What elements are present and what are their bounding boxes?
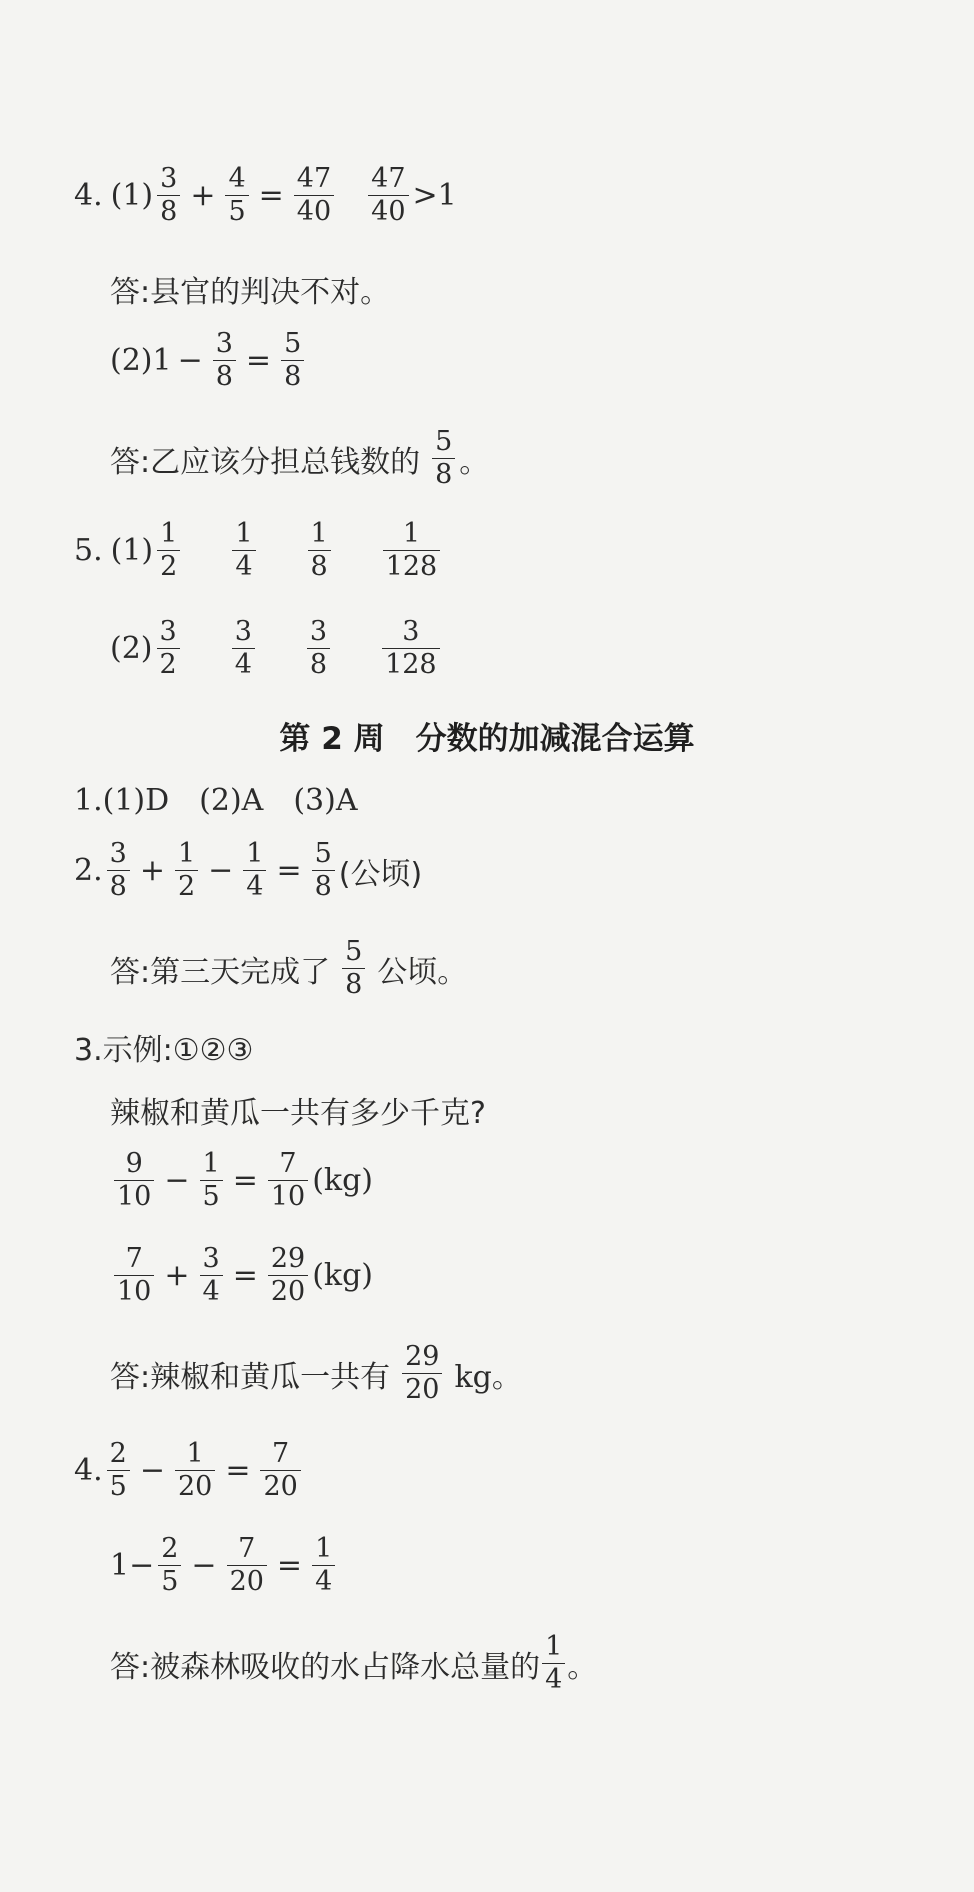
- fraction: $\frac{5}{8}$: [312, 840, 335, 902]
- fraction: $\frac{1}{8}$: [308, 520, 331, 582]
- fraction: $\frac{3}{4}$: [232, 618, 255, 680]
- question-number: 4.: [74, 1453, 103, 1489]
- operator: =: [232, 1258, 258, 1294]
- operator: =: [232, 1163, 258, 1199]
- q4-part2-equation: [110, 330, 308, 392]
- fraction: $\frac{2}{5}$: [158, 1535, 181, 1597]
- q5-part1: [74, 520, 444, 582]
- fraction: $\frac{1}{5}$: [200, 1150, 223, 1212]
- comparison: >1: [412, 178, 457, 214]
- w2-q1: 1.(1)D (2)A (3)A: [74, 783, 358, 818]
- fraction: $\frac{3}{8}$: [213, 330, 236, 392]
- w2-q4-equation1: [74, 1440, 305, 1502]
- question-number: 4.: [74, 178, 103, 214]
- operator: +: [139, 853, 165, 889]
- q4-answer1: 答:县官的判决不对。: [110, 275, 391, 310]
- section-heading: 第 2 周 分数的加减混合运算: [279, 721, 695, 757]
- operator: +: [190, 178, 216, 214]
- fraction: $\frac{7}{10}$: [114, 1245, 154, 1307]
- w2-q2-equation: [74, 840, 422, 902]
- fraction: $\frac{1}{20}$: [175, 1440, 215, 1502]
- question-number: 5.: [74, 533, 103, 569]
- fraction: $\frac{47}{40}$: [368, 165, 408, 227]
- fraction: $\frac{3}{8}$: [157, 165, 180, 227]
- fraction: $\frac{29}{20}$: [402, 1343, 442, 1405]
- fraction: $\frac{9}{10}$: [114, 1150, 154, 1212]
- operator: =: [276, 853, 302, 889]
- operator: =: [245, 343, 272, 379]
- w2-q3-answer: 答:辣椒和黄瓜一共有 $\frac{29}{20}$ kg。: [110, 1341, 522, 1406]
- operator: −: [177, 343, 203, 379]
- fraction: $\frac{7}{20}$: [227, 1535, 267, 1597]
- operator: =: [276, 1548, 303, 1584]
- operator: −: [139, 1453, 165, 1489]
- fraction: $\frac{2}{5}$: [107, 1440, 130, 1502]
- fraction: $\frac{3}{2}$: [157, 618, 180, 680]
- part-label: (2): [110, 631, 153, 667]
- unit: (kg): [312, 1163, 373, 1199]
- operator: −: [191, 1548, 217, 1584]
- operator: −: [208, 853, 234, 889]
- fraction: $\frac{5}{8}$: [281, 330, 304, 392]
- q4-answer2: 答:乙应该分担总钱数的 $\frac{5}{8}$ 。: [110, 426, 490, 491]
- fraction: $\frac{5}{8}$: [342, 938, 365, 1000]
- w2-q4-answer: 答:被森林吸收的水占降水总量的 $\frac{1}{4}$ 。: [110, 1631, 598, 1696]
- w2-q3-label: 3.示例:①②③: [74, 1033, 254, 1068]
- fraction: $\frac{5}{8}$: [432, 428, 455, 490]
- fraction: $\frac{1}{4}$: [243, 840, 266, 902]
- part-label: (1): [110, 178, 154, 214]
- part-label: (1): [110, 533, 154, 569]
- fraction: $\frac{1}{4}$: [542, 1633, 565, 1695]
- w2-q2-answer: 答:第三天完成了 $\frac{5}{8}$ 公顷。: [110, 936, 468, 1001]
- fraction: $\frac{4}{5}$: [225, 165, 248, 227]
- fraction: $\frac{29}{20}$: [268, 1245, 308, 1307]
- part-label: (2)1: [110, 343, 172, 379]
- fraction: $\frac{47}{40}$: [294, 165, 334, 227]
- w2-q3-equation2: [110, 1245, 373, 1307]
- fraction: $\frac{1}{2}$: [175, 840, 198, 902]
- question-number: 2.: [74, 853, 103, 889]
- fraction: $\frac{3}{128}$: [382, 618, 440, 680]
- fraction: $\frac{3}{8}$: [107, 840, 130, 902]
- w2-q4-equation2: [110, 1535, 339, 1597]
- fraction: $\frac{1}{2}$: [157, 520, 180, 582]
- operator: =: [258, 178, 284, 214]
- operator: −: [164, 1163, 190, 1199]
- operator: =: [225, 1453, 251, 1489]
- fraction: $\frac{1}{128}$: [383, 520, 441, 582]
- fraction: $\frac{3}{4}$: [200, 1245, 223, 1307]
- operator: +: [164, 1258, 190, 1294]
- fraction: $\frac{3}{8}$: [307, 618, 330, 680]
- fraction: $\frac{1}{4}$: [232, 520, 255, 582]
- unit: (kg): [312, 1258, 373, 1294]
- fraction: $\frac{7}{10}$: [268, 1150, 308, 1212]
- leading-term: 1−: [110, 1548, 155, 1584]
- w2-q3-equation1: [110, 1150, 373, 1212]
- q5-part2: [110, 618, 444, 680]
- fraction: $\frac{7}{20}$: [260, 1440, 300, 1502]
- fraction: $\frac{1}{4}$: [312, 1535, 335, 1597]
- q4-part1-equation: [74, 165, 457, 227]
- unit: (公顷): [338, 856, 423, 892]
- w2-q3-question: 辣椒和黄瓜一共有多少千克?: [110, 1096, 486, 1131]
